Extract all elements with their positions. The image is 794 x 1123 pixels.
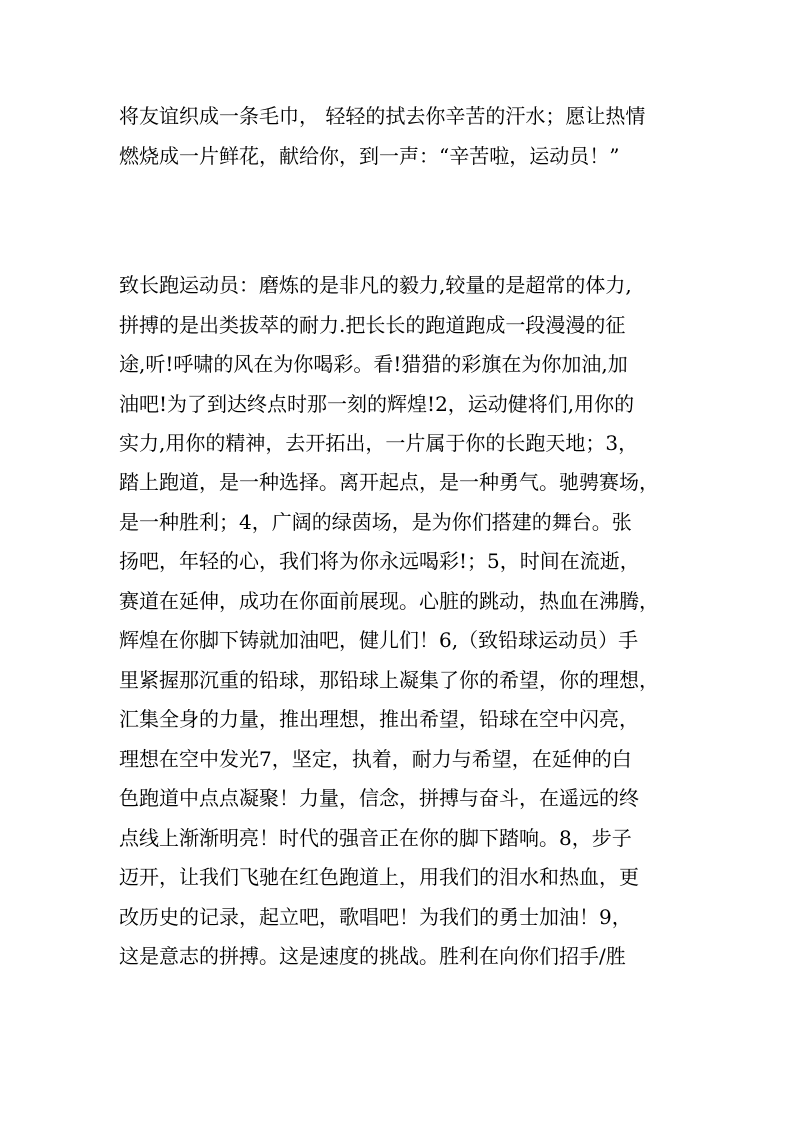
text-line: 色跑道中点点凝聚！力量，信念，拼搏与奋斗，在遥远的终 <box>119 786 639 810</box>
text-line: 辉煌在你脚下铸就加油吧，健儿们！6,（致铅球运动员）手 <box>119 628 639 652</box>
text-line: 实力,用你的精神，去开拓出，一片属于你的长跑天地；3， <box>119 431 639 455</box>
text-line: 燃烧成一片鲜花，献给你，到一声：“辛苦啦，运动员！” <box>119 144 620 168</box>
text-line: 途,听!呼啸的风在为你喝彩。看!猎猎的彩旗在为你加油,加 <box>119 352 628 376</box>
text-line: 致长跑运动员：磨炼的是非凡的毅力,较量的是超常的体力, <box>119 273 632 297</box>
text-line: 是一种胜利；4，广阔的绿茵场，是为你们搭建的舞台。张 <box>119 510 632 534</box>
text-line: 理想在空中发光7，坚定，执着，耐力与希望，在延伸的白 <box>119 747 632 771</box>
text-line: 迈开，让我们飞驰在红色跑道上，用我们的泪水和热血，更 <box>119 865 639 889</box>
text-line: 扬吧，年轻的心，我们将为你永远喝彩!；5，时间在流逝， <box>119 549 640 573</box>
text-line: 汇集全身的力量，推出理想，推出希望，铅球在空中闪亮， <box>119 707 639 731</box>
text-line: 改历史的记录，起立吧，歌唱吧！为我们的勇士加油！9， <box>119 905 632 929</box>
text-line: 里紧握那沉重的铅球，那铅球上凝集了你的希望，你的理想， <box>119 668 659 692</box>
text-line: 拼搏的是出类拔萃的耐力.把长长的跑道跑成一段漫漫的征 <box>119 313 626 337</box>
text-line: 踏上跑道，是一种选择。离开起点，是一种勇气。驰骋赛场， <box>119 470 659 494</box>
text-line: 将友谊织成一条毛巾， 轻轻的拭去你辛苦的汗水；愿让热情 <box>119 104 646 128</box>
text-line: 赛道在延伸，成功在你面前展现。心脏的跳动，热血在沸腾， <box>119 589 659 613</box>
text-line: 点线上渐渐明亮！时代的强音正在你的脚下踏响。8，步子 <box>119 826 632 850</box>
text-line: 这是意志的拼搏。这是速度的挑战。胜利在向你们招手/胜 <box>119 944 626 968</box>
text-line: 油吧!为了到达终点时那一刻的辉煌!2，运动健将们,用你的 <box>119 392 635 416</box>
